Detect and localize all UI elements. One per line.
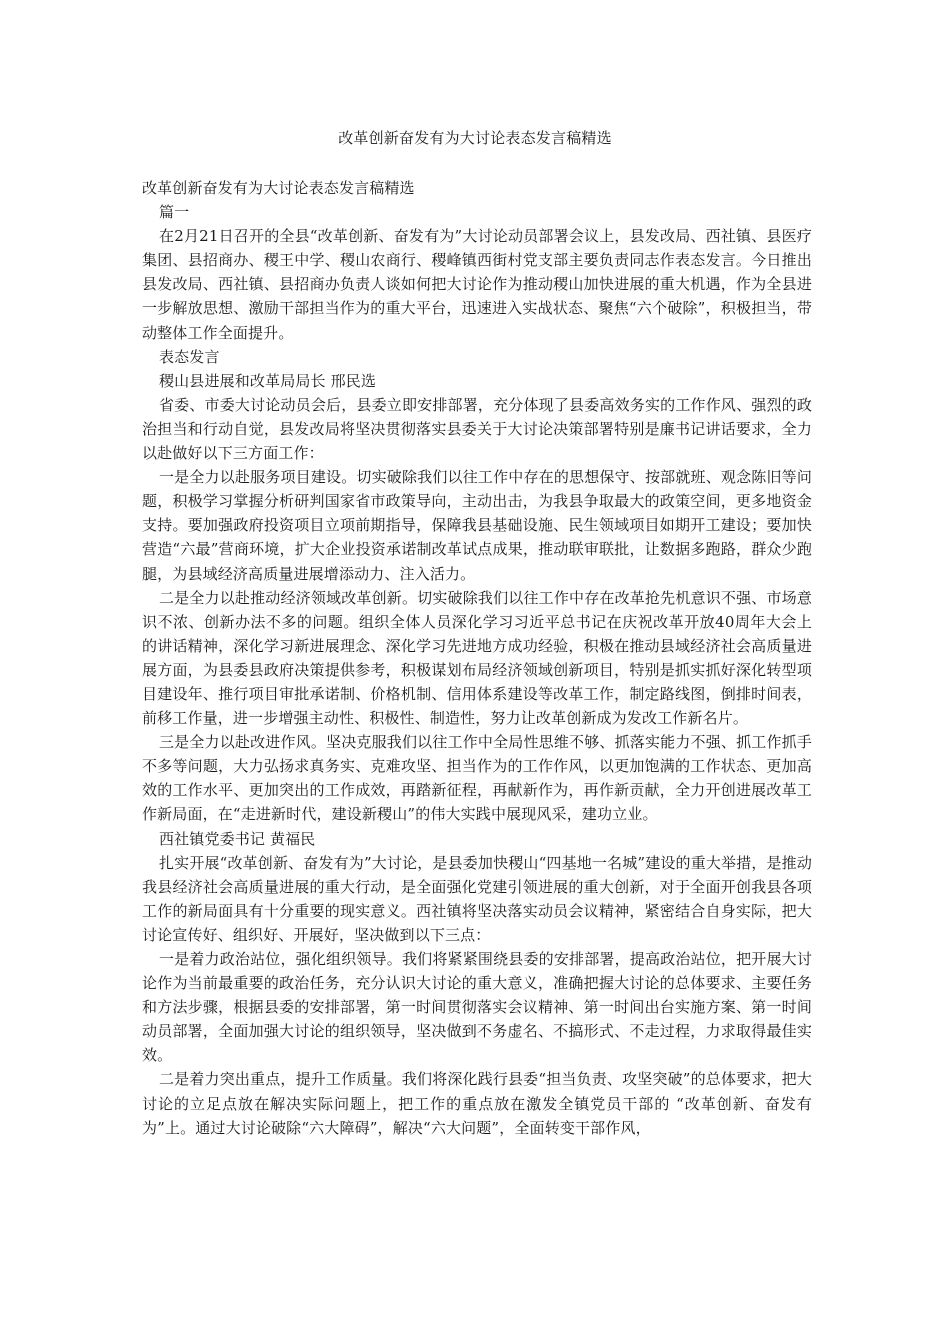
speaker-1-title: 稷山县进展和改革局局长 邢民选 bbox=[159, 371, 377, 390]
document-body bbox=[142, 176, 812, 1140]
speaker-1-paragraph-3: 二是全力以赴推动经济领域改革创新。切实破除我们以往工作中存在改革抢先机意识不强、市场意识不浓、创新办法不多的问题。组织全体人员深化学习习近平总书记在庆祝改革开放40周年大会上的讲话精神，深化学习新进展理念、深化学习先进地方成功经验，积极在推动县域经济社会高质量进展方面，为县委县政府决策提供参考，积极谋划布局经济领域创新项目，特别是抓实抓好深化转型项目建设年、推行项目审批承诺制、价格机制、信用体系建设等改革工作，制定路线图，倒排时间表，前移工作量，进一步增强主动性、积极性、制造性，努力让改革创新成为发改工作新名片。 bbox=[142, 588, 812, 728]
intro-paragraph: 在2月21日召开的全县“改革创新、奋发有为”大讨论动员部署会议上，县发改局、西社镇、县医疗集团、县招商办、稷王中学、稷山农商行、稷峰镇西街村党支部主要负责同志作表态发言。今日推出县发改局、西社镇、县招商办负责人谈如何把大讨论作为推动稷山加快进展的重大机遇，作为全县进一步解放思想、激励干部担当作为的重大平台，迅速进入实战状态、聚焦“六个破除”，积极担当，带动整体工作全面提升。 bbox=[142, 227, 812, 342]
speaker-2-paragraph-1: 扎实开展“改革创新、奋发有为”大讨论，是县委加快稷山“四基地一名城”建设的重大举措，是推动我县经济社会高质量进展的重大行动，是全面强化党建引领进展的重大创新，对于全面开创我县各项工作的新局面具有十分重要的现实意义。西社镇将坚决落实动员会议精神，紧密结合自身实际，把大讨论宣传好、组织好、开展好，坚决做到以下三点： bbox=[142, 853, 812, 944]
section-label: 表态发言 bbox=[159, 347, 220, 366]
speaker-1-paragraph-2: 一是全力以赴服务项目建设。切实破除我们以往工作中存在的思想保守、按部就班、观念陈旧等问题，积极学习掌握分析研判国家省市政策导向，主动出击，为我县争取最大的政策空间，更多地资金支持。要加强政府投资项目立项前期指导，保障我县基础设施、民生领域项目如期开工建设；要加快营造“六最”营商环境，扩大企业投资承诺制改革试点成果，推动联审联批，让数据多跑路，群众少跑腿，为县域经济高质量进展增添动力、注入活力。 bbox=[142, 468, 812, 583]
document-title: 改革创新奋发有为大讨论表态发言稿精选 bbox=[338, 129, 612, 147]
speaker-1-paragraph-4: 三是全力以赴改进作风。坚决克服我们以往工作中全局性思维不够、抓落实能力不强、抓工作抓手不多等问题，大力弘扬求真务实、克难攻坚、担当作为的工作作风，以更加饱满的工作状态、更加高效的工作水平、更加突出的工作成效，再踏新征程，再献新作为，再作新贡献，全力开创进展改革工作新局面，在“走进新时代，建设新稷山”的伟大实践中展现风采，建功立业。 bbox=[142, 733, 812, 824]
speaker-2-title: 西社镇党委书记 黄福民 bbox=[159, 829, 316, 848]
document-heading: 改革创新奋发有为大讨论表态发言稿精选 bbox=[142, 179, 415, 197]
speaker-2-paragraph-3: 二是着力突出重点，提升工作质量。我们将深化践行县委“担当负责、攻坚突破”的总体要求，把大讨论的立足点放在解决实际问题上，把工作的重点放在激发全镇党员干部的 “改革创新、奋发有为”上。通过大讨论破除“六大障碍”，解决“六大问题”，全面转变干部作风， bbox=[142, 1070, 812, 1137]
speaker-1-paragraph-1: 省委、市委大讨论动员会后，县委立即安排部署，充分体现了县委高效务实的工作作风、强烈的政治担当和行动自觉，县发改局将坚决贯彻落实县委关于大讨论决策部署特别是廉书记讲话要求，全力以赴做好以下三方面工作： bbox=[142, 395, 812, 463]
part-label: 篇一 bbox=[159, 203, 190, 222]
speaker-2-paragraph-2: 一是着力政治站位，强化组织领导。我们将紧紧围绕县委的安排部署，提高政治站位，把开展大讨论作为当前最重要的政治任务，充分认识大讨论的重大意义，准确把握大讨论的总体要求、主要任务和方法步骤，根据县委的安排部署，第一时间贯彻落实会议精神、第一时间出台实施方案、第一时间动员部署，全面加强大讨论的组织领导，坚决做到不务虚名、不搞形式、不走过程，力求取得最佳实效。 bbox=[142, 950, 812, 1065]
